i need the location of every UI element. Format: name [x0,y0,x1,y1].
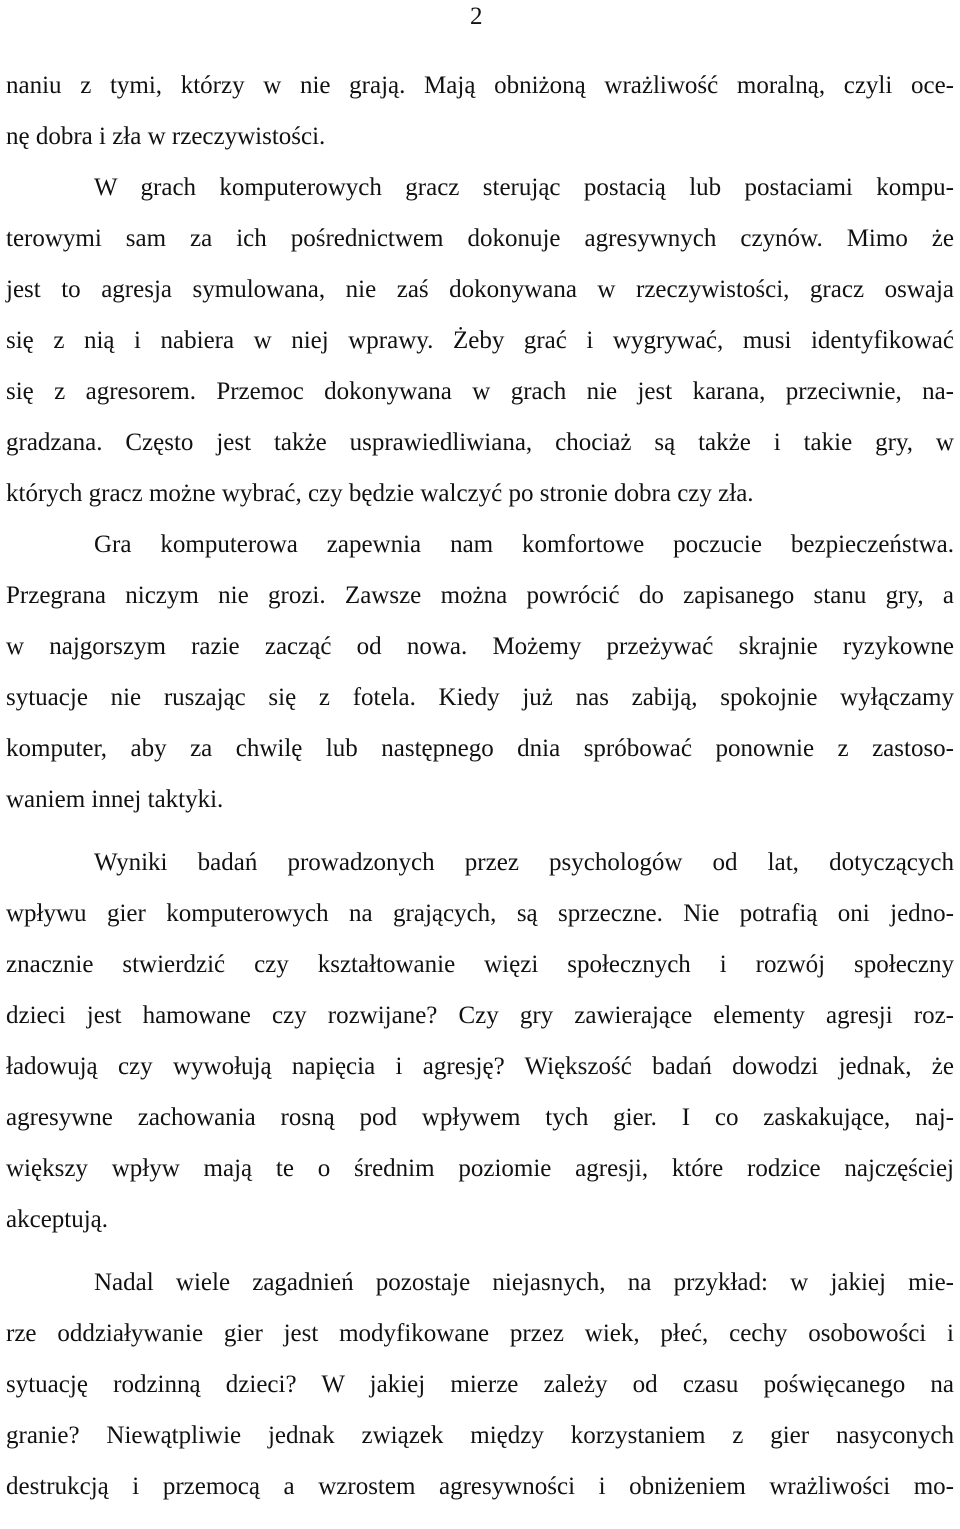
text-line: gradzana. Często jest także usprawiedliwiana, chociaż są także i takie gry, w [6,429,954,456]
text-line: Nadal wiele zagadnień pozostaje niejasnych, na przykład: w jakiej mie- [94,1269,954,1296]
text-line: Przegrana niczym nie grozi. Zawsze można powrócić do zapisanego stanu gry, a [6,582,954,609]
paragraph-1 [6,60,954,162]
text-line: znacznie stwierdzić czy kształtowanie więzi społecznych i rozwój społeczny [6,951,954,978]
text-line: agresywne zachowania rosną pod wpływem tych gier. I co zaskakujące, naj- [6,1104,954,1131]
text-line: sytuację rodzinną dzieci? W jakiej mierze zależy od czasu poświęcanego na [6,1371,954,1398]
paragraph-2 [6,162,954,519]
paragraph-gap [6,1245,954,1257]
text-line: ładowują czy wywołują napięcia i agresję? Większość badań dowodzi jednak, że [6,1053,954,1080]
text-line: waniem innej taktyki. [6,786,224,813]
text-line: akceptują. [6,1206,109,1233]
text-line: naniu z tymi, którzy w nie grają. Mają obniżoną wrażliwość moralną, czyli oce- [6,72,954,99]
text-line: sytuacje nie ruszając się z fotela. Kiedy już nas zabiją, spokojnie wyłączamy [6,684,954,711]
text-line: rze oddziaływanie gier jest modyfikowane przez wiek, płeć, cechy osobowości i [6,1320,954,1347]
text-line: destrukcją i przemocą a wzrostem agresywności i obniżeniem wrażliwości mo- [6,1473,954,1500]
text-line: komputer, aby za chwilę lub następnego dnia spróbować ponownie z zastoso- [6,735,954,762]
text-line: się z nią i nabiera w niej wprawy. Żeby grać i wygrywać, musi identyfikować [6,327,954,354]
text-line: nę dobra i zła w rzeczywistości. [6,123,326,150]
text-line: których gracz możne wybrać, czy będzie walczyć po stronie dobra czy zła. [6,480,754,507]
document-body [6,60,954,1512]
text-line: jest to agresja symulowana, nie zaś dokonywana w rzeczywistości, gracz oswaja [6,276,954,303]
paragraph-5 [6,1257,954,1512]
text-line: granie? Niewątpliwie jednak związek między korzystaniem z gier nasyconych [6,1422,954,1449]
text-line: dzieci jest hamowane czy rozwijane? Czy gry zawierające elementy agresji roz- [6,1002,954,1029]
text-line: Gra komputerowa zapewnia nam komfortowe poczucie bezpieczeństwa. [94,531,954,558]
text-line: się z agresorem. Przemoc dokonywana w grach nie jest karana, przeciwnie, na- [6,378,954,405]
paragraph-4 [6,837,954,1245]
page-number-text: 2 [470,3,483,30]
text-line: W grach komputerowych gracz sterując postacią lub postaciami kompu- [94,174,954,201]
text-line: Wyniki badań prowadzonych przez psychologów od lat, dotyczących [94,849,954,876]
text-line: w najgorszym razie zacząć od nowa. Możemy przeżywać skrajnie ryzykowne [6,633,954,660]
text-line: większy wpływ mają te o średnim poziomie agresji, które rodzice najczęściej [6,1155,954,1182]
text-line: terowymi sam za ich pośrednictwem dokonuje agresywnych czynów. Mimo że [6,225,954,252]
paragraph-gap [6,825,954,837]
text-line: wpływu gier komputerowych na grających, są sprzeczne. Nie potrafią oni jedno- [6,900,954,927]
paragraph-3 [6,519,954,825]
